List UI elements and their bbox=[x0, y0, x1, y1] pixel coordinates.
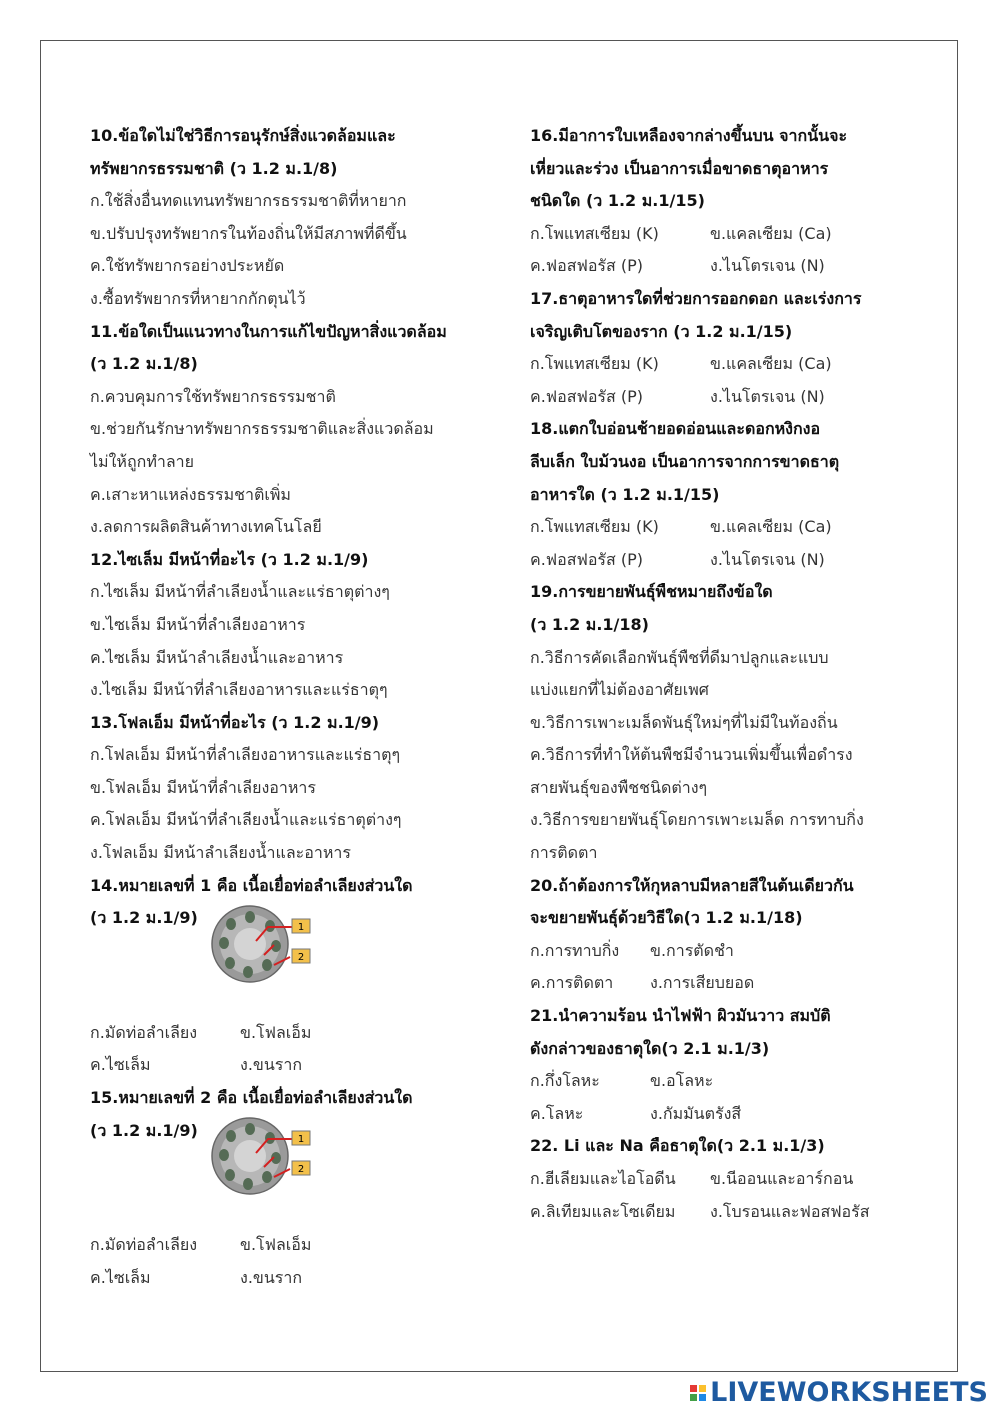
choice-b[interactable]: ข.ปรับปรุงทรัพยากรในท้องถิ่นให้มีสภาพที่ดีขึ้น bbox=[90, 223, 407, 243]
question-title: 10.ข้อใดไม่ใช่วิธีการอนุรักษ์สิ่งแวดล้อมและ bbox=[90, 126, 396, 145]
choice-c[interactable]: ค.ลิเทียมและโซเดียม bbox=[530, 1201, 676, 1221]
choice-c[interactable]: ค.ไซเล็ม bbox=[90, 1055, 151, 1075]
stem-cross-section-image bbox=[208, 1111, 318, 1201]
figure-label-2: 2 bbox=[297, 951, 305, 963]
choice-a[interactable]: ก.มัดท่อลำเลียง bbox=[90, 1022, 198, 1042]
choice-c[interactable]: ค.ฟอสฟอรัส (P) bbox=[530, 549, 644, 569]
question-13 bbox=[90, 707, 490, 870]
logo-text: LIVEWORKSHEETS bbox=[710, 1377, 988, 1408]
choice-c[interactable]: ค.การติดตา bbox=[530, 973, 614, 993]
choice-c-cont[interactable]: สายพันธุ์ของพืชชนิดต่างๆ bbox=[530, 777, 708, 797]
choice-row bbox=[530, 381, 890, 414]
choice-row bbox=[530, 1196, 890, 1229]
left-column bbox=[90, 120, 490, 1294]
choice-d[interactable]: ง.โบรอนและฟอสฟอรัส bbox=[710, 1201, 870, 1221]
choice-d[interactable]: ง.กัมมันตรังสี bbox=[650, 1103, 742, 1123]
question-title: เจริญเติบโตของราก (ว 1.2 ม.1/15) bbox=[530, 321, 793, 341]
choice-b[interactable]: ข.นีออนและอาร์กอน bbox=[710, 1169, 854, 1188]
choice-b[interactable]: ข.โฟลเอ็ม bbox=[240, 1022, 312, 1042]
choice-c[interactable]: ค.ฟอสฟอรัส (P) bbox=[530, 386, 644, 406]
choice-a[interactable]: ก.โฟลเอ็ม มีหน้าที่ลำเลียงอาหารและแร่ธาตุๆ bbox=[90, 745, 401, 765]
choice-d[interactable]: ง.ซื้อทรัพยากรที่หายากกักตุนไว้ bbox=[90, 288, 306, 308]
choice-b[interactable]: ข.แคลเซียม (Ca) bbox=[710, 223, 832, 243]
question-title: 22. Li และ Na คือธาตุใด(ว 2.1 ม.1/3) bbox=[530, 1136, 825, 1156]
choice-a[interactable]: ก.วิธีการคัดเลือกพันธุ์พืชที่ดีมาปลูกและแบบ bbox=[530, 647, 829, 667]
choice-row bbox=[530, 967, 890, 1000]
choice-d-cont[interactable]: การติดตา bbox=[530, 843, 598, 863]
question-title: (ว 1.2 ม.1/8) bbox=[90, 354, 198, 374]
choice-row bbox=[530, 935, 890, 968]
figure-label-1: 1 bbox=[297, 1134, 305, 1146]
choice-a[interactable]: ก.ใช้สิ่งอื่นทดแทนทรัพยากรธรรมชาติที่หายาก bbox=[90, 191, 407, 211]
question-title: 14.หมายเลขที่ 1 คือ เนื้อเยื่อท่อลำเลียงส่วนใด bbox=[90, 875, 413, 895]
choice-d[interactable]: ง.ไนโตรเจน (N) bbox=[710, 549, 825, 569]
choice-row bbox=[530, 1098, 890, 1131]
right-column bbox=[530, 120, 890, 1228]
choice-b[interactable]: ข.ไซเล็ม มีหน้าที่ลำเลียงอาหาร bbox=[90, 614, 306, 634]
question-16 bbox=[530, 120, 890, 283]
choice-d[interactable]: ง.การเสียบยอด bbox=[650, 973, 755, 993]
choice-b[interactable]: ข.วิธีการเพาะเมล็ดพันธุ์ใหม่ๆที่ไม่มีในท้องถิ่น bbox=[530, 712, 838, 732]
choice-a[interactable]: ก.ควบคุมการใช้ทรัพยากรธรรมชาติ bbox=[90, 386, 336, 406]
choice-row bbox=[530, 348, 890, 381]
choice-c[interactable]: ค.ไซเล็ม มีหน้าลำเลียงน้ำและอาหาร bbox=[90, 647, 344, 667]
question-title: จะขยายพันธุ์ด้วยวิธีใด(ว 1.2 ม.1/18) bbox=[530, 908, 803, 928]
question-title: 20.ถ้าต้องการให้กุหลาบมีหลายสีในต้นเดียวกัน bbox=[530, 875, 854, 895]
choice-a[interactable]: ก.มัดท่อลำเลียง bbox=[90, 1235, 198, 1255]
choice-d[interactable]: ง.ขนราก bbox=[240, 1055, 303, 1075]
stem-cross-section-figure bbox=[90, 921, 490, 1017]
choice-a[interactable]: ก.โพแทสเซียม (K) bbox=[530, 354, 659, 374]
question-title: 17.ธาตุอาหารใดที่ช่วยการออกดอก และเร่งการ bbox=[530, 288, 862, 308]
logo-blocks-icon bbox=[690, 1385, 706, 1401]
question-title: อาหารใด (ว 1.2 ม.1/15) bbox=[530, 484, 720, 504]
figure-label-2: 2 bbox=[297, 1164, 305, 1176]
question-18 bbox=[530, 413, 890, 576]
question-title: 12.ไซเล็ม มีหน้าที่อะไร (ว 1.2 ม.1/9) bbox=[90, 549, 369, 569]
choice-c[interactable]: ค.เสาะหาแหล่งธรรมชาติเพิ่ม bbox=[90, 484, 291, 504]
choice-d[interactable]: ง.ไซเล็ม มีหน้าที่ลำเลียงอาหารและแร่ธาตุๆ bbox=[90, 680, 388, 700]
choice-a[interactable]: ก.ฮีเลียมและไอโอดีน bbox=[530, 1169, 676, 1188]
choice-b[interactable]: ข.แคลเซียม (Ca) bbox=[710, 354, 832, 374]
stem-cross-section-image bbox=[208, 899, 318, 989]
choice-b[interactable]: ข.อโลหะ bbox=[650, 1071, 714, 1091]
question-21 bbox=[530, 1000, 890, 1130]
stem-cross-section-figure bbox=[90, 1134, 490, 1229]
question-title: 19.การขยายพันธุ์พืชหมายถึงข้อใด bbox=[530, 582, 773, 602]
question-title: (ว 1.2 ม.1/9) bbox=[90, 1120, 198, 1140]
choice-b[interactable]: ข.โฟลเอ็ม bbox=[240, 1235, 312, 1255]
choice-row bbox=[530, 1065, 890, 1098]
question-title: 18.แตกใบอ่อนช้ายอดอ่อนและดอกหงิกงอ bbox=[530, 419, 821, 439]
question-title: 21.นำความร้อน นำไฟฟ้า ผิวมันวาว สมบัติ bbox=[530, 1006, 831, 1026]
question-title: 13.โฟลเอ็ม มีหน้าที่อะไร (ว 1.2 ม.1/9) bbox=[90, 712, 380, 732]
question-title: 11.ข้อใดเป็นแนวทางในการแก้ไขปัญหาสิ่งแวดล้อม bbox=[90, 321, 447, 341]
choice-row bbox=[530, 218, 890, 251]
question-10 bbox=[90, 120, 490, 316]
choice-b[interactable]: ข.แคลเซียม (Ca) bbox=[710, 517, 832, 537]
question-17 bbox=[530, 283, 890, 413]
choice-a[interactable]: ก.โพแทสเซียม (K) bbox=[530, 517, 659, 537]
question-19 bbox=[530, 576, 890, 869]
choice-row bbox=[530, 250, 890, 283]
choice-c[interactable]: ค.โลหะ bbox=[530, 1103, 584, 1123]
choice-a[interactable]: ก.การทาบกิ่ง bbox=[530, 940, 620, 960]
choice-d[interactable]: ง.ไนโตรเจน (N) bbox=[710, 256, 825, 276]
question-title: ชนิดใด (ว 1.2 ม.1/15) bbox=[530, 191, 705, 211]
choice-b[interactable]: ข.โฟลเอ็ม มีหน้าที่ลำเลียงอาหาร bbox=[90, 777, 316, 797]
liveworksheets-logo[interactable] bbox=[690, 1377, 988, 1408]
choice-row bbox=[90, 1262, 490, 1295]
question-title: (ว 1.2 ม.1/9) bbox=[90, 908, 198, 928]
choice-row bbox=[90, 1017, 490, 1050]
choice-c[interactable]: ค.ใช้ทรัพยากรอย่างประหยัด bbox=[90, 256, 285, 276]
question-title: ทรัพยากรธรรมชาติ (ว 1.2 ม.1/8) bbox=[90, 158, 338, 178]
choice-a[interactable]: ก.ไซเล็ม มีหน้าที่ลำเลียงน้ำและแร่ธาตุต่างๆ bbox=[90, 582, 390, 602]
choice-row bbox=[90, 1049, 490, 1082]
choice-d[interactable]: ง.ขนราก bbox=[240, 1267, 303, 1287]
choice-b-cont[interactable]: ไม่ให้ถูกทำลาย bbox=[90, 451, 195, 471]
question-title: 16.มีอาการใบเหลืองจากล่างขึ้นบน จากนั้นจะ bbox=[530, 126, 848, 145]
choice-c[interactable]: ค.ฟอสฟอรัส (P) bbox=[530, 256, 644, 276]
choice-row bbox=[90, 1229, 490, 1262]
choice-d[interactable]: ง.โฟลเอ็ม มีหน้าลำเลียงน้ำและอาหาร bbox=[90, 843, 351, 863]
question-14 bbox=[90, 870, 490, 1082]
choice-d[interactable]: ง.วิธีการขยายพันธุ์โดยการเพาะเมล็ด การทาบกิ่ง bbox=[530, 810, 864, 830]
question-20 bbox=[530, 870, 890, 1000]
choice-b[interactable]: ข.ช่วยกันรักษาทรัพยากรธรรมชาติและสิ่งแวดล้อม bbox=[90, 419, 434, 439]
question-title: 15.หมายเลขที่ 2 คือ เนื้อเยื่อท่อลำเลียงส่วนใด bbox=[90, 1088, 413, 1108]
choice-a[interactable]: ก.กึ่งโลหะ bbox=[530, 1071, 600, 1091]
question-title: ลีบเล็ก ใบม้วนงอ เป็นอาการจากการขาดธาตุ bbox=[530, 451, 840, 471]
choice-a-cont[interactable]: แบ่งแยกที่ไม่ต้องอาศัยเพศ bbox=[530, 680, 709, 700]
question-11 bbox=[90, 316, 490, 544]
figure-label-1: 1 bbox=[297, 921, 305, 933]
question-15 bbox=[90, 1082, 490, 1294]
choice-b[interactable]: ข.การตัดชำ bbox=[650, 940, 734, 960]
question-title: (ว 1.2 ม.1/18) bbox=[530, 614, 649, 634]
choice-row bbox=[530, 1163, 890, 1196]
question-title: เหี่ยวและร่วง เป็นอาการเมื่อขาดธาตุอาหาร bbox=[530, 158, 829, 178]
choice-c[interactable]: ค.โฟลเอ็ม มีหน้าที่ลำเลียงน้ำและแร่ธาตุต่างๆ bbox=[90, 810, 402, 830]
choice-a[interactable]: ก.โพแทสเซียม (K) bbox=[530, 223, 659, 243]
choice-d[interactable]: ง.ไนโตรเจน (N) bbox=[710, 386, 825, 406]
choice-c[interactable]: ค.ไซเล็ม bbox=[90, 1267, 151, 1287]
question-22 bbox=[530, 1130, 890, 1228]
choice-row bbox=[530, 511, 890, 544]
choice-d[interactable]: ง.ลดการผลิตสินค้าทางเทคโนโลยี bbox=[90, 517, 322, 537]
question-title: ดังกล่าวของธาตุใด(ว 2.1 ม.1/3) bbox=[530, 1038, 770, 1058]
choice-row bbox=[530, 544, 890, 577]
choice-c[interactable]: ค.วิธีการที่ทำให้ต้นพืชมีจำนวนเพิ่มขึ้นเพื่อดำรง bbox=[530, 745, 853, 765]
question-12 bbox=[90, 544, 490, 707]
